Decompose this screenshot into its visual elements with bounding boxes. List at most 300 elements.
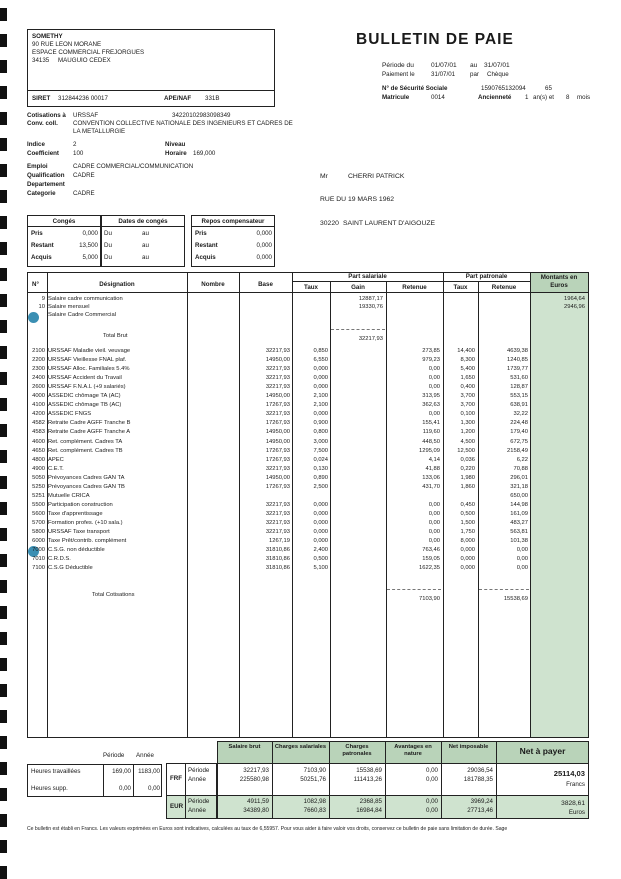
line-taux: 6,550 [313,357,328,364]
line-label: URSSAF Alloc. Familiales 5.4% [48,366,130,373]
summary-value: 225580,98 [239,776,269,783]
line-label: URSSAF Taxe transport [48,529,110,535]
line-label: C.E.T. [48,465,64,472]
total-brut-gain: 32217,93 [358,336,383,342]
repos-title: Repos compensateur [201,218,265,225]
line-taux-patronal: 1,200 [460,429,475,436]
line-taux: 2,100 [313,402,328,409]
line-retenue: 0,00 [428,510,440,517]
line-taux: 0,800 [313,429,328,436]
line-retenue-patronale: 1240,85 [507,357,528,364]
line-taux: 0,000 [313,529,328,535]
binder-mark [0,710,7,723]
conges-row-value: 13,500 [79,242,98,249]
summary-value: 29036,54 [467,767,493,774]
line-base: 1267,19 [269,538,290,545]
line-retenue: 0,00 [428,384,440,391]
hours-periode-label: Période [103,752,125,759]
header-part-patronale: Part patronale [465,273,508,280]
emploi-label: Emploi [27,163,48,170]
employer-name: SOMETHY [32,33,63,40]
line-taux-patronal: 3,700 [460,393,475,400]
employer-postcode: 34135 [32,57,50,64]
summary-value: 34389,80 [243,807,269,814]
line-taux: 0,890 [313,474,328,481]
summary-header: Charges patronales [342,744,372,757]
total-rule [331,329,385,330]
siret-label: SIRET [32,95,51,102]
binder-mark [0,658,7,671]
period-from: 01/07/01 [431,62,457,69]
line-num: 5600 [32,510,45,517]
paid-par-label: par [470,71,479,78]
line-label: Taxe d'apprentissage [48,510,103,517]
conges-row-au: au [142,242,149,249]
repos-row-value: 0,000 [256,242,272,249]
line-base: 32217,93 [265,411,290,418]
line-retenue: 362,63 [422,402,440,409]
anciennete-an-label: an(s) et [533,94,554,101]
cotisations-number: 342201029830​98349 [172,112,231,119]
total-rule [479,589,529,590]
conv-line1: CONVENTION COLLECTIVE NATIONALE DES INGENIEURS ET CADRES DE [73,120,293,127]
line-label: C.S.G Déductible [48,565,93,572]
binder-mark [0,762,7,775]
binder-mark [0,34,7,47]
line-base: 32217,93 [265,519,290,526]
line-taux: 0,024 [313,456,328,463]
line-num: 7010 [32,556,45,563]
line-taux-patronal: 1,650 [460,375,475,382]
paid-label: Paiement le [382,71,415,78]
line-retenue: 0,00 [428,411,440,418]
line-retenue-patronale: 70,88 [513,465,528,472]
repos-row-value: 0,000 [256,254,272,261]
employee-postcode: 30220 [320,220,339,227]
summary-value: 2368,85 [359,798,382,805]
line-num: 7000 [32,547,45,554]
line-retenue: 41,88 [425,465,440,472]
line-label: Participation construction [48,501,113,508]
header-taux: Taux [304,284,318,291]
summary-value: 7103,90 [303,767,326,774]
summary-value: 15538,69 [356,767,382,774]
employee-civility: Mr [320,173,328,180]
line-taux: 7,500 [313,447,328,454]
line-num: 2300 [32,366,45,373]
header-retenue: Retenue [402,284,427,291]
binder-mark [0,684,7,697]
line-taux-patronal: 1,860 [460,483,475,490]
line-num: 4800 [32,456,45,463]
line-taux: 2,400 [313,547,328,554]
line-retenue: 4,14 [428,456,440,463]
binder-mark [0,840,7,853]
line-num: 4200 [32,411,45,418]
line-retenue-patronale: 224,48 [510,420,528,427]
summary-value: 7660,83 [303,807,326,814]
employer-address2: ESPACE COMMERCIAL FREJORGUES [32,49,145,56]
hours-worked-annee: 1183,00 [138,768,160,775]
anciennete-mois-label: mois [577,94,591,101]
line-taux-patronal: 0,000 [460,565,475,572]
line-label: URSSAF Vieillesse FNAL plaf. [48,357,127,364]
line-base: 14950,00 [265,474,290,481]
line-taux: 0,000 [313,411,328,418]
repos-row-label: Acquis [195,254,216,261]
line-base: 32217,93 [265,465,290,472]
employer-address1: 90 RUE LEON MORANE [32,41,102,48]
summary-value: 4911,59 [247,798,269,805]
line-label: Salaire Cadre Commercial [48,312,116,319]
conges-row-du: Du [104,242,112,249]
binder-mark [0,554,7,567]
horaire-label: Horaire [165,150,187,157]
line-num: 4100 [32,402,45,409]
line-label: Prévoyances Cadres GAN TB [48,483,125,490]
anciennete-label: Ancienneté [478,94,512,101]
binder-mark [0,164,7,177]
line-retenue-patronale: 483,27 [510,519,528,526]
line-base: 32217,93 [265,348,290,354]
hours-worked-label: Heures travaillées [31,768,81,775]
conges-row-au: au [142,254,149,261]
conges-row-du: Du [104,254,112,261]
line-taux: 0,000 [313,501,328,508]
conges-row-au: au [142,230,149,237]
line-retenue-patronale: 144,98 [510,501,528,508]
line-base: 17267,93 [265,402,290,409]
binder-mark [0,268,7,281]
line-base: 14950,00 [265,357,290,364]
repos-row-label: Restant [195,242,218,249]
line-taux: 0,850 [313,348,328,354]
line-num: 4650 [32,447,45,454]
line-num: 9 [41,296,45,302]
line-retenue: 273,85 [422,348,440,354]
line-retenue: 1622,35 [419,565,440,572]
line-taux-patronal: 0,000 [460,556,475,563]
divider [27,226,185,227]
line-retenue-patronale: 563,81 [510,529,528,535]
line-base: 32217,93 [265,384,290,391]
repos-row-label: Pris [195,230,207,237]
line-taux: 0,000 [313,519,328,526]
header-designation: Désignation [99,281,135,288]
hours-supp-annee: 0,00 [147,785,160,792]
period-au-label: au [470,62,478,69]
line-num: 5251 [32,492,45,499]
anciennete-years: 1 [525,94,529,101]
line-num: 4583 [32,429,45,436]
divider [166,795,589,796]
summary-value: 50251,76 [300,776,326,783]
line-label: Ret. complément. Cadres TA [48,438,123,445]
line-base: 14950,00 [265,429,290,436]
summary-value: 32217,93 [243,767,269,774]
line-num: 10 [38,304,45,311]
paid-date: 31/07/01 [431,71,456,78]
line-num: 4900 [32,465,45,472]
period-label: Période du [382,62,414,69]
header-base: Base [258,281,273,288]
repos-row-value: 0,000 [256,230,272,237]
binder-mark [0,346,7,359]
binder-mark [0,606,7,619]
binder-mark [0,190,7,203]
line-label: ASSEDIC FNGS [48,411,92,418]
line-taux-patronal: 0,036 [460,456,475,463]
line-num: 5800 [32,529,45,535]
matricule-value: 0014 [431,94,445,101]
binder-mark [0,450,7,463]
binder-mark [0,476,7,489]
line-retenue: 133,06 [422,474,440,481]
ss-key: 65 [545,85,552,92]
line-taux-patronal: 0,220 [460,465,475,472]
line-retenue-patronale: 1739,77 [507,366,528,373]
divider [191,226,275,227]
conges-row-value: 5,000 [82,254,98,261]
header-divider [27,292,589,293]
line-taux: 5,100 [313,565,328,572]
employee-city: SAINT LAURENT D'AIGOUZE [343,220,436,227]
binder-mark [0,632,7,645]
line-retenue-patronale: 0,00 [516,547,528,554]
line-num: 2600 [32,384,45,391]
horaire-value: 169,000 [193,150,216,157]
conges-row-du: Du [104,230,112,237]
line-euros: 1964,64 [564,296,585,302]
line-retenue-patronale: 4639,38 [507,348,528,354]
net-eur: 3828,61 [561,800,585,807]
siret-value: 312844236 00017 [58,95,108,102]
column-line [185,763,186,819]
net-frf-unit: Francs [566,781,585,788]
line-label: Prévoyances Cadres GAN TA [48,474,125,481]
conges-title: Congés [52,218,76,225]
line-retenue-patronale: 2158,49 [507,447,528,454]
binder-mark [0,60,7,73]
line-taux-patronal: 1,750 [460,529,475,535]
net-a-payer-label: Net à payer [519,746,566,756]
line-label: Retraite Cadre AGFF Tranche A [48,429,131,436]
conges-row-value: 0,000 [82,230,98,237]
ss-number: 1590765132094 [481,85,526,92]
net-eur-unit: Euros [568,809,585,816]
line-taux: 0,000 [313,366,328,373]
eur-annee-label: Année [188,807,206,814]
line-base: 32217,93 [265,366,290,373]
header-gain: Gain [351,284,365,291]
divider [166,763,589,764]
binder-mark [0,216,7,229]
conv-label: Conv. coll. [27,120,58,127]
line-taux-patronal: 14,400 [457,348,475,354]
binder-mark [0,242,7,255]
line-num: 5700 [32,519,45,526]
line-retenue: 313,95 [422,393,440,400]
frf-periode-label: Période [188,767,210,774]
footer-note: Ce bulletin est établi en Francs. Les valeurs exprimées en Euros sont indicatives, calculées au taux de 6,55957. Pour vous aider à faire valoir vos droits, conservez ce bulletin de paie sans limitation de durée. Sage [27,826,508,832]
line-retenue-patronale: 32,22 [513,411,528,418]
eur-label: EUR [170,803,184,810]
ape-label: APE/NAF [164,95,192,102]
line-label: C.S.G. non déductible [48,547,105,554]
line-label: Formation profes. (+10 sala.) [48,519,123,526]
line-taux-patronal: 0,100 [460,411,475,418]
employee-address: RUE DU 19 MARS 1962 [320,196,395,203]
line-taux-patronal: 1,300 [460,420,475,427]
paid-method: Chèque [487,71,509,78]
binder-mark [0,502,7,515]
line-retenue: 0,00 [428,501,440,508]
header-nombre: Nombre [201,281,225,288]
frf-annee-label: Année [188,776,206,783]
ss-label: N° de Sécurité Sociale [382,85,448,92]
line-gain: 19330,76 [358,304,383,311]
line-retenue-patronale: 0,00 [516,565,528,572]
line-num: 4600 [32,438,45,445]
binder-mark [0,424,7,437]
line-taux: 0,500 [313,556,328,563]
line-base: 17267,93 [265,456,290,463]
line-label: URSSAF Maladie vieil. veuvage [48,348,131,354]
conv-line2: LA METALLURGIE [73,128,126,135]
total-cotisations-retenue: 7103,90 [419,596,440,602]
line-base: 17267,93 [265,420,290,427]
binder-mark [0,528,7,541]
line-retenue-patronale: 296,01 [510,474,528,481]
header-euros: Euros [550,282,568,289]
line-num: 2100 [32,348,45,354]
line-taux-patronal: 1,500 [460,519,475,526]
line-taux-patronal: 12,500 [457,447,475,454]
cat-value: CADRE [73,190,95,197]
line-taux: 2,500 [313,483,328,490]
qualif-label: Qualification [27,172,65,179]
line-gain: 12887,17 [358,296,383,302]
line-taux: 0,900 [313,420,328,427]
header-taux-patronal: Taux [453,284,468,291]
line-taux: 0,000 [313,538,328,545]
summary-value: 111413,26 [353,776,382,783]
line-retenue-patronale: 101,38 [510,538,528,545]
line-base: 14950,00 [265,438,290,445]
header-num: N° [32,281,39,288]
line-retenue-patronale: 6,22 [516,456,528,463]
line-num: 4000 [32,393,45,400]
line-taux-patronal: 3,700 [460,402,475,409]
column-line [530,272,531,738]
line-retenue: 431,70 [422,483,440,490]
summary-value: 1082,98 [303,798,326,805]
cotisations-org: URSSAF [73,112,99,119]
line-label: C.R.D.S. [48,556,71,563]
binder-mark [0,866,7,879]
period-to: 31/07/01 [484,62,510,69]
line-retenue: 448,50 [422,438,440,445]
hours-worked-periode: 169,00 [112,768,131,775]
total-cotisations-retenue-patronale: 15538,69 [503,596,528,602]
line-label: Taxe Prêt/contrib. complément [48,538,127,545]
line-base: 17267,93 [265,483,290,490]
line-retenue-patronale: 128,87 [510,384,528,391]
line-taux-patronal: 0,400 [460,384,475,391]
line-retenue: 979,23 [422,357,440,364]
binder-mark [0,372,7,385]
indice-label: Indice [27,141,45,148]
line-base: 32217,93 [265,375,290,382]
page-title: BULLETIN DE PAIE [356,31,514,48]
cat-label: Categorie [27,190,56,197]
line-retenue: 119,60 [422,429,440,436]
line-label: Retraite Cadre AGFF Tranche B [48,420,131,427]
line-num: 7100 [32,565,45,572]
summary-header: Charges salariales [274,744,327,750]
line-base: 32217,93 [265,510,290,517]
coef-label: Coefficient [27,150,59,157]
line-retenue-patronale: 553,15 [510,393,528,400]
employer-city: MAUGUIO CEDEX [58,57,111,64]
binder-mark [0,736,7,749]
line-retenue: 0,00 [428,366,440,373]
column-line [187,272,188,738]
line-taux-patronal: 4,500 [460,438,475,445]
line-base: 31810,86 [265,565,290,572]
line-taux: 2,100 [313,393,328,400]
total-rule [387,589,441,590]
binder-mark [0,398,7,411]
binder-mark [0,320,7,333]
line-taux: 0,130 [313,465,328,472]
employee-name: CHERRI PATRICK [348,173,405,180]
line-retenue-patronale: 638,91 [510,402,528,409]
line-num: 6000 [32,538,45,545]
line-base: 14950,00 [265,393,290,400]
coef-value: 100 [73,150,84,157]
line-label: Salaire mensuel [48,304,90,311]
line-retenue-patronale: 321,18 [510,483,528,490]
conges-row-label: Acquis [31,254,52,261]
line-label: ASSEDIC chômage TB (AC) [48,402,122,409]
summary-header: Salaire brut [228,744,261,750]
summary-value: 181788,35 [463,776,493,783]
divider [27,90,275,91]
net-frf: 25114,03 [553,769,585,778]
line-label: ASSEDIC chômage TA (AC) [48,393,121,400]
dates-conges-title: Dates de congés [118,218,168,225]
cotisations-label: Cotisations à [27,112,66,119]
ape-value: 331B [205,95,220,102]
line-retenue-patronale: 179,40 [510,429,528,436]
line-retenue: 155,41 [422,420,440,427]
summary-value: 0,00 [425,776,438,783]
line-retenue-patronale: 531,60 [510,375,528,382]
line-taux: 3,000 [313,438,328,445]
emploi-value: CADRE COMMERCIAL/COMMUNICATION [73,163,194,170]
qualif-value: CADRE [73,172,95,179]
conges-row-label: Restant [31,242,54,249]
matricule-label: Matricule [382,94,410,101]
line-label: Ret. complément. Cadres TB [48,447,123,454]
line-taux-patronal: 0,000 [460,547,475,554]
line-num: 5500 [32,501,45,508]
binder-mark [0,86,7,99]
hours-supp-label: Heures supp. [31,785,68,792]
line-base: 32217,93 [265,501,290,508]
hours-annee-label: Année [136,752,154,759]
